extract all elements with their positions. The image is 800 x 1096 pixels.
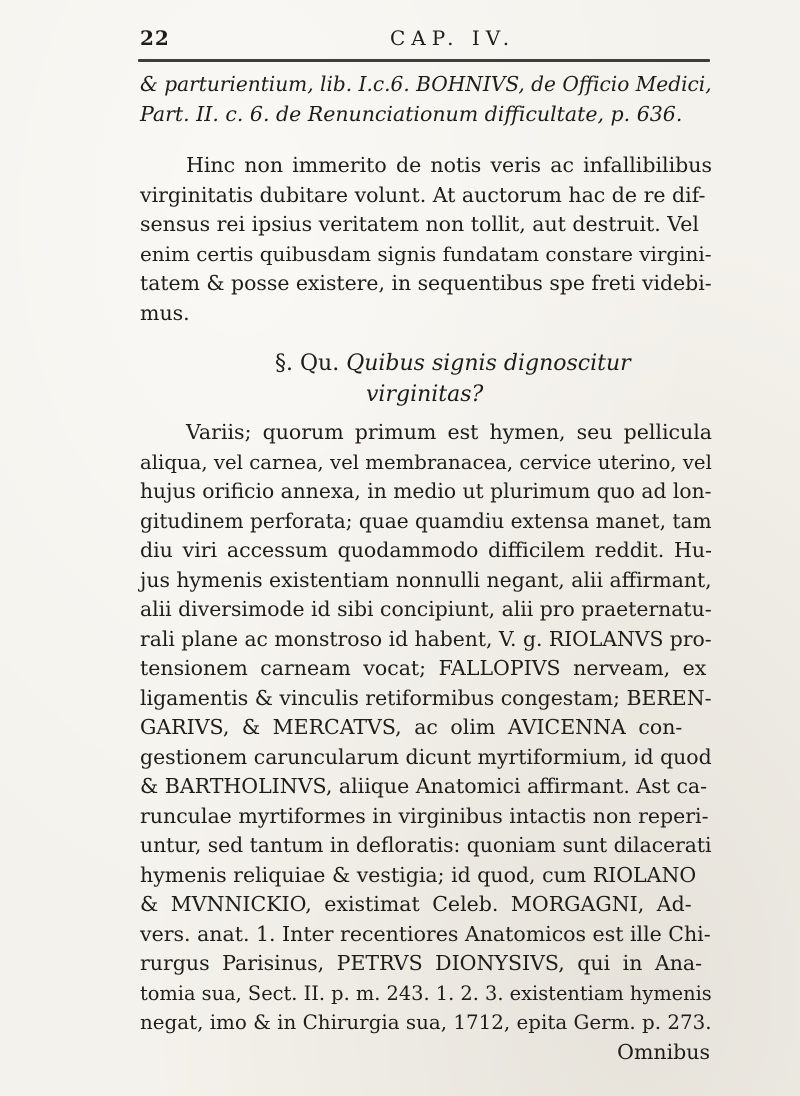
running-head: [140, 26, 700, 56]
paragraph-line: enim certis quibusdam signis fundatam constare virgini-: [140, 241, 712, 266]
paragraph-line: Variis; quorum primum est hymen, seu pellicula: [186, 420, 712, 444]
paragraph-line: negat, imo & in Chirurgia sua, 1712, epita Germ. p. 273.: [140, 1011, 712, 1034]
page-number: 22: [140, 26, 170, 50]
paragraph-line: jus hymenis existentiam nonnulli negant, alii affirmant,: [140, 567, 712, 592]
spacer: [140, 129, 712, 151]
paragraph-line: untur, sed tantum in defloratis: quoniam sunt dilacerati: [140, 833, 712, 857]
paragraph-line: aliqua, vel carnea, vel membranacea, cervice uterino, vel: [140, 450, 712, 474]
section-question-continued: virginitas?: [366, 382, 484, 407]
spacer: [140, 328, 712, 348]
citation-line: Part. II. c. 6. de Renunciationum difficultate, p. 636.: [140, 101, 683, 126]
paragraph-line: tatem & posse existere, in sequentibus spe freti videbi-: [140, 271, 712, 295]
paragraph-line: gestionem caruncularum dicunt myrtiformium, id quod: [140, 744, 712, 769]
spacer: [140, 410, 712, 418]
paragraph-line: gitudinem perforata; quae quamdiu extensa manet, tam: [140, 508, 712, 533]
paragraph-line: rali plane ac monstroso id habent, V. g. RIOLANVS pro-: [140, 626, 712, 651]
paragraph-line: Hinc non immerito de notis veris ac infallibilibus: [186, 153, 712, 177]
paragraph-line: mus.: [140, 300, 190, 325]
paragraph-line: vers. anat. 1. Inter recentiores Anatomicos est ille Chi-: [140, 921, 711, 946]
text-block: [140, 70, 712, 1067]
paragraph-line: virginitatis dubitare volunt. At auctorum hac de re dif-: [140, 182, 706, 207]
catchword: Omnibus: [617, 1039, 710, 1064]
paragraph-line: hymenis reliquiae & vestigia; id quod, cum RIOLANO: [140, 862, 697, 887]
section-question: Quibus signis dignoscitur: [346, 351, 631, 376]
section-number: §. Qu.: [275, 351, 340, 376]
paragraph-line: runculae myrtiformes in virginibus intactis non reperi-: [140, 803, 709, 828]
chapter-heading: CAP. IV.: [390, 26, 516, 50]
paragraph-line: ligamentis & vinculis retiformibus congestam; BEREN-: [140, 685, 712, 710]
paragraph-line: tensionem carneam vocat; FALLOPIVS nerveam, ex: [140, 656, 707, 680]
citation-line: & parturientium, lib. I.c.6. BOHNIVS, de Officio Medici,: [140, 72, 712, 96]
paragraph-line: diu viri accessum quodammodo difficilem reddit. Hu-: [140, 538, 712, 562]
paragraph-line: hujus orificio annexa, in medio ut plurimum quo ad lon-: [140, 479, 712, 503]
paragraph-line: rurgus Parisinus, PETRVS DIONYSIVS, qui in Ana-: [140, 951, 703, 975]
section-heading: [140, 348, 712, 379]
paragraph-line: sensus rei ipsius veritatem non tollit, aut destruit. Vel: [140, 212, 699, 236]
paragraph-line: tomia sua, Sect. II. p. m. 243. 1. 2. 3. existentiam hymenis: [140, 981, 712, 1005]
paragraph-line: GARIVS, & MERCATVS, ac olim AVICENNA con-: [140, 715, 683, 739]
paragraph-line: & MVNNICKIO, existimat Celeb. MORGAGNI, Ad-: [140, 892, 692, 916]
header-rule: [138, 59, 710, 62]
paragraph-line: & BARTHOLINVS, aliique Anatomici affirmant. Ast ca-: [140, 774, 708, 798]
paragraph-line: alii diversimode id sibi concipiunt, alii pro praeternatu-: [140, 597, 712, 621]
